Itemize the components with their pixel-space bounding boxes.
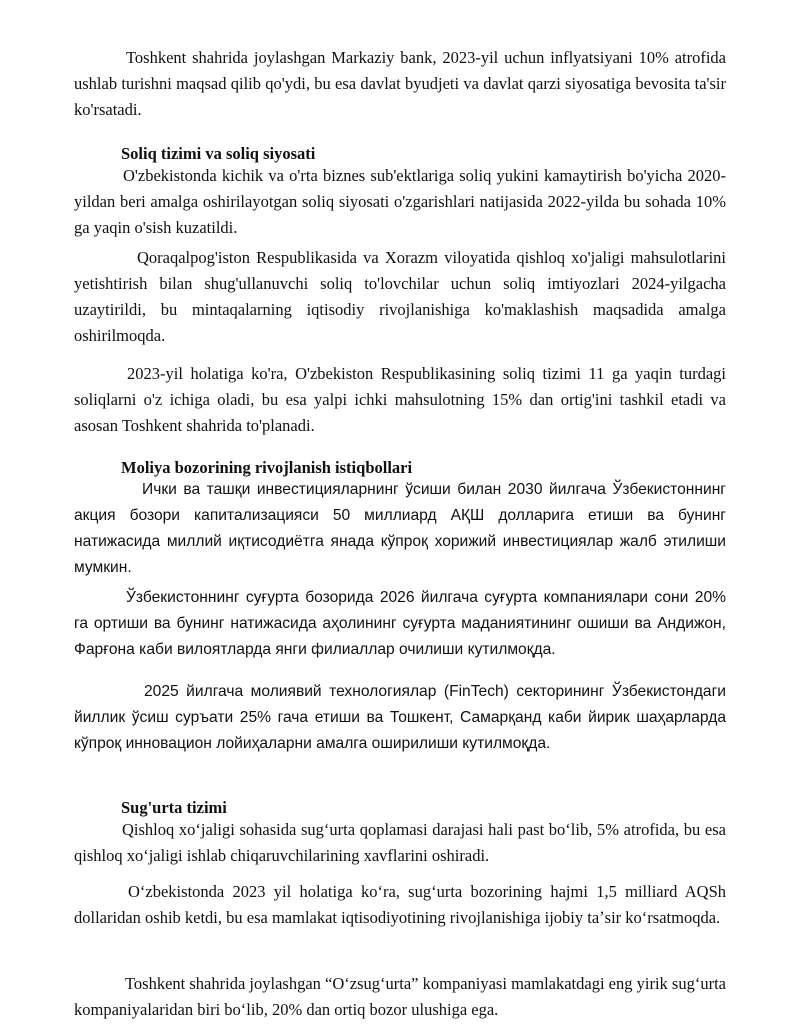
paragraph-tax-exemptions: Qoraqalpog'iston Respublikasida va Xorazm viloyatida qishloq xo'jaligi mahsulotlarini yetishtirish bilan shug'ullanuvchi soliq to'lovchilar uchun soliq imtiyozlari 2024-yilgacha uzaytirildi, bu mintaqalarning iqtisodiy rivojlanishiga ko'maklashish maqsadida amalga oshirilmoqda. — [74, 248, 726, 345]
heading-financial-market: Moliya bozorining rivojlanish istiqbollari — [121, 458, 413, 477]
paragraph-uzsugurta: Toshkent shahrida joylashgan “Oʻzsugʻurta” kompaniyasi mamlakatdagi eng yirik sugʻurta kompaniyalaridan biri boʻlib, 20% dan ortiq bozor ulushiga ega. — [74, 974, 726, 1019]
paragraph-stock-market: Ички ва ташқи инвестицияларнинг ўсиши билан 2030 йилгача Ўзбекистоннинг акция бозори капитализацияси 50 миллиард АҚШ долларига етиши ва бунинг натижасида миллий иқтисодиётга янада кўпроқ хорижий инвестициялар жалб этилиши мумкин. — [74, 481, 726, 576]
paragraph-central-bank-inflation: Toshkent shahrida joylashgan Markaziy bank, 2023-yil uchun inflyatsiyani 10% atrofida ushlab turishni maqsad qilib qo'ydi, bu esa davlat byudjeti va davlat qarzi siyosatiga bevosita ta'sir ko'rsatadi. — [74, 48, 726, 119]
paragraph-agri-insurance: Qishloq xoʻjaligi sohasida sugʻurta qoplamasi darajasi hali past boʻlib, 5% atrofida, bu esa qishloq xoʻjaligi ishlab chiqaruvchilarining xavflarini oshiradi. — [74, 820, 726, 865]
paragraph-insurance-market: Ўзбекистоннинг суғурта бозорида 2026 йилгача суғурта компаниялари сони 20% га ортиши ва бунинг натижасида аҳолининг суғурта маданиятининг ошиши ва Андижон, Фарғона каби вилоятларда янги филиаллар очилиши кутилмоқда. — [74, 589, 726, 658]
paragraph-insurance-volume: Oʻzbekistonda 2023 yil holatiga koʻra, sugʻurta bozorining hajmi 1,5 milliard AQSh dollaridan oshib ketdi, bu esa mamlakat iqtisodiyotining rivojlanishiga ijobiy taʼsir koʻrsatmoqda. — [74, 882, 726, 927]
paragraph-fintech: 2025 йилгача молиявий технологиялар (FinTech) секторининг Ўзбекистондаги йиллик ўсиш суръати 25% гача етиши ва Тошкент, Самарқанд каби йирик шаҳарларда кўпроқ инновацион лойиҳаларни амалга оширилиши кутилмоқда. — [74, 683, 726, 752]
paragraph-tax-structure: 2023-yil holatiga ko'ra, O'zbekiston Respublikasining soliq tizimi 11 ga yaqin turdagi soliqlarni o'z ichiga oladi, bu esa yalpi ichki mahsulotning 15% dan ortig'ini tashkil etadi va asosan Toshkent shahrida to'planadi. — [74, 364, 726, 435]
paragraph-tax-small-business: O'zbekistonda kichik va o'rta biznes sub'ektlariga soliq yukini kamaytirish bo'yicha 2020-yildan beri amalga oshirilayotgan soliq siyosati o'zgarishlari natijasida 2022-yilda bu sohada 10% ga yaqin o'sish kuzatildi. — [74, 166, 726, 237]
heading-insurance-system: Sug'urta tizimi — [121, 798, 227, 817]
heading-tax-system: Soliq tizimi va soliq siyosati — [121, 144, 316, 163]
